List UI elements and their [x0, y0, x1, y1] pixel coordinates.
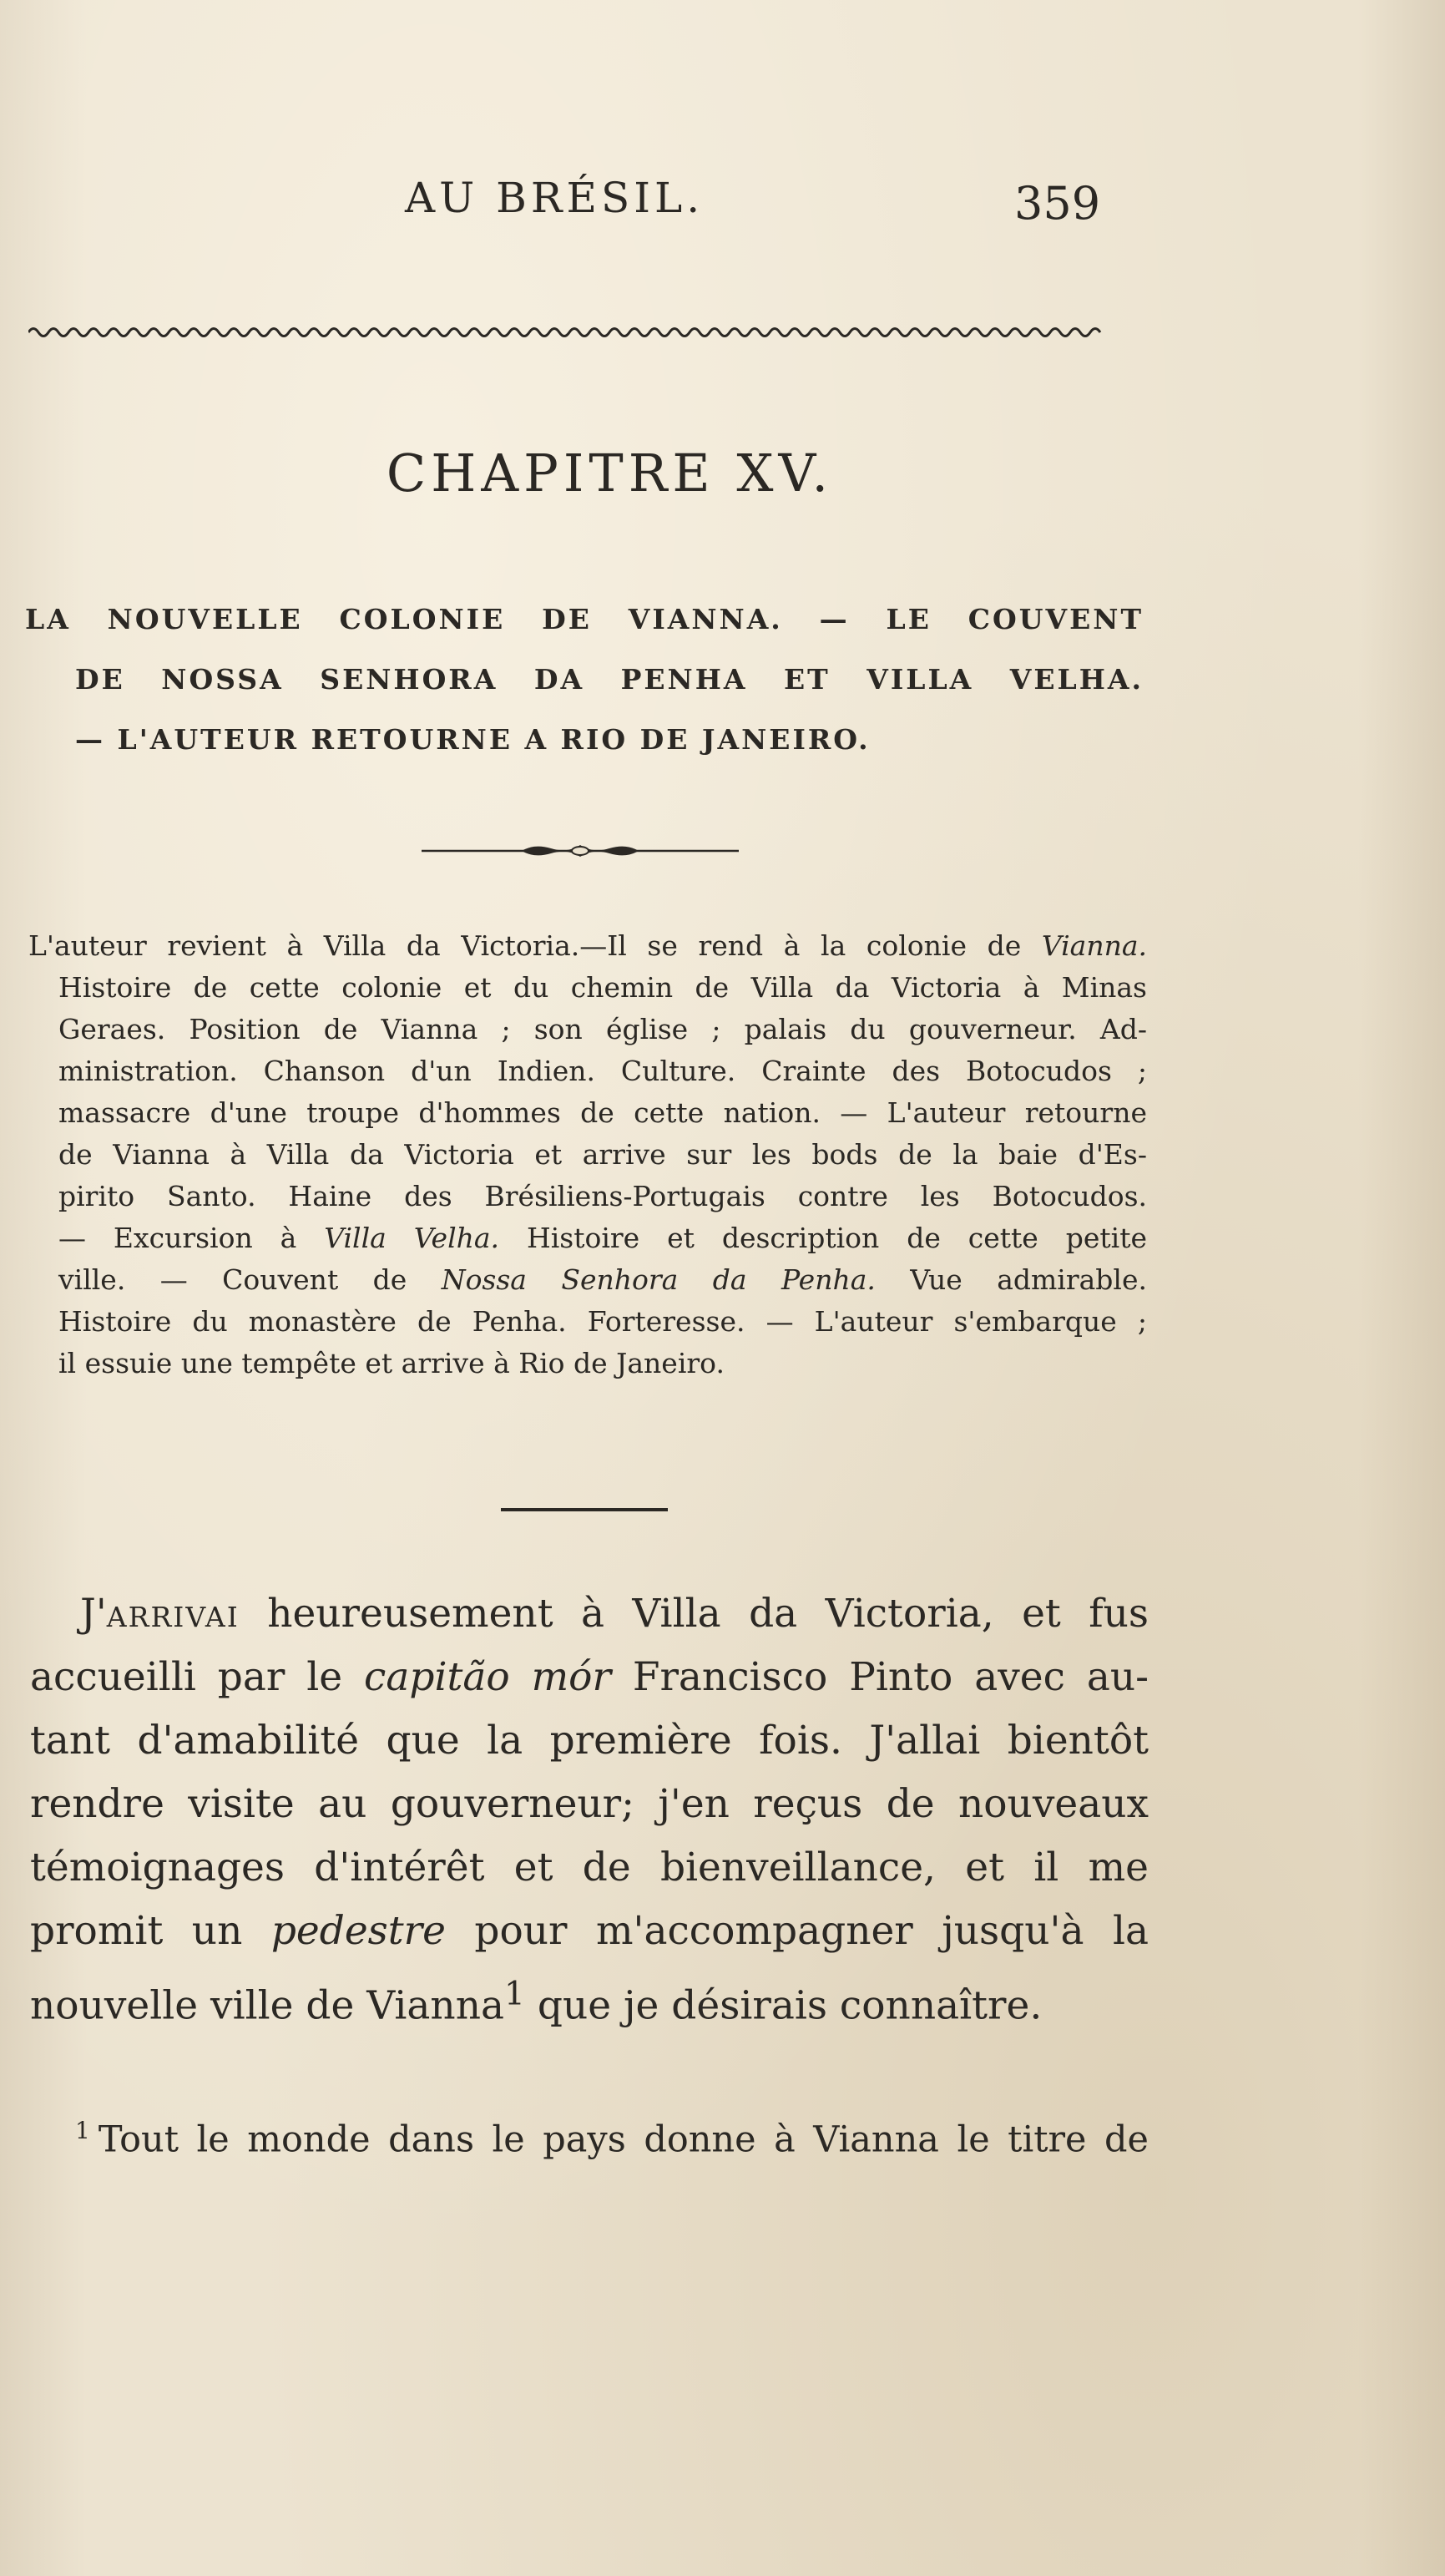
body-line: témoignages d'intérêt et de bienveillance, et il me [30, 1845, 1149, 1890]
chapter-heading [0, 443, 1445, 504]
body-italic: pedestre [270, 1908, 446, 1954]
summary-italic: Villa Velha. [324, 1222, 500, 1254]
body-text: que je désirais connaître. [524, 1982, 1043, 2029]
summary-line: massacre d'une troupe d'hommes de cette nation. — L'auteur retourne [58, 1096, 1147, 1129]
divider-ornament [422, 838, 739, 863]
summary-text: Vue admirable. [875, 1263, 1148, 1296]
body-text: pour m'accompagner jusqu'à la [445, 1908, 1149, 1954]
body-line [30, 1582, 1149, 1646]
body-text: heureusement à Villa da Victoria, et fus [239, 1591, 1149, 1637]
subtitle-line: LA NOUVELLE COLONIE DE VIANNA. — LE COUVENT [25, 603, 1144, 635]
footnote-mark: 1 [75, 2117, 90, 2144]
running-head [0, 174, 1445, 232]
running-head-title: AU BRÉSIL. [405, 174, 705, 222]
summary-line: Geraes. Position de Vianna ; son église ; palais du gouverneur. Ad- [58, 1013, 1147, 1045]
summary-text: L'auteur revient à Villa da Victoria.—Il se rend à la colonie de [28, 929, 1042, 962]
body-line [30, 1900, 1149, 1963]
wavy-rule-ornament [28, 321, 1135, 344]
summary-text: ville. — Couvent de [58, 1263, 442, 1296]
summary-italic: Vianna. [1041, 929, 1147, 962]
footnote-text: Tout le monde dans le pays donne à Vianna le titre de [98, 2118, 1149, 2161]
summary-line [28, 925, 1147, 967]
summary-line: de Vianna à Villa da Victoria et arrive sur les bods de la baie d'Es- [58, 1138, 1147, 1171]
summary-line: Histoire du monastère de Penha. Forteresse. — L'auteur s'embarque ; [58, 1305, 1147, 1338]
summary-line [28, 1217, 1147, 1259]
summary-line: pirito Santo. Haine des Brésiliens-Portugais contre les Botocudos. [58, 1180, 1147, 1212]
body-line: rendre visite au gouverneur; j'en reçus de nouveaux [30, 1781, 1149, 1827]
body-line [30, 1963, 1149, 2038]
summary-line [28, 1259, 1147, 1301]
small-caps-word: arrivai [106, 1591, 240, 1637]
chapter-title: CHAPITRE XV. [386, 443, 834, 504]
body-line [30, 1646, 1149, 1709]
footnote [75, 2106, 1149, 2164]
page-number: 359 [1014, 177, 1101, 230]
subtitle-line: DE NOSSA SENHORA DA PENHA ET VILLA VELHA. [75, 663, 1144, 696]
body-italic: capitão mór [364, 1654, 611, 1700]
body-paragraph [30, 1582, 1149, 2038]
footnote-reference[interactable]: 1 [504, 1976, 525, 2013]
chapter-summary [28, 925, 1147, 1384]
summary-line: ministration. Chanson d'un Indien. Culture. Crainte des Botocudos ; [58, 1055, 1147, 1087]
body-line: tant d'amabilité que la première fois. J'allai bientôt [30, 1718, 1149, 1764]
chapter-subtitle [25, 590, 1144, 770]
summary-line: Histoire de cette colonie et du chemin de Villa da Victoria à Minas [58, 971, 1147, 1004]
body-text: nouvelle ville de Vianna [30, 1982, 504, 2029]
summary-text: Histoire et description de cette petite [499, 1222, 1147, 1254]
body-text: Francisco Pinto avec au- [610, 1654, 1149, 1700]
body-text: accueilli par le [30, 1654, 365, 1700]
body-text: promit un [30, 1908, 271, 1954]
body-text: J' [80, 1591, 107, 1637]
section-rule [501, 1508, 668, 1511]
summary-italic: Nossa Senhora da Penha. [441, 1263, 876, 1296]
subtitle-line: — L'AUTEUR RETOURNE A RIO DE JANEIRO. [75, 723, 871, 756]
summary-line: il essuie une tempête et arrive à Rio de Janeiro. [58, 1347, 725, 1379]
summary-text: — Excursion à [58, 1222, 325, 1254]
